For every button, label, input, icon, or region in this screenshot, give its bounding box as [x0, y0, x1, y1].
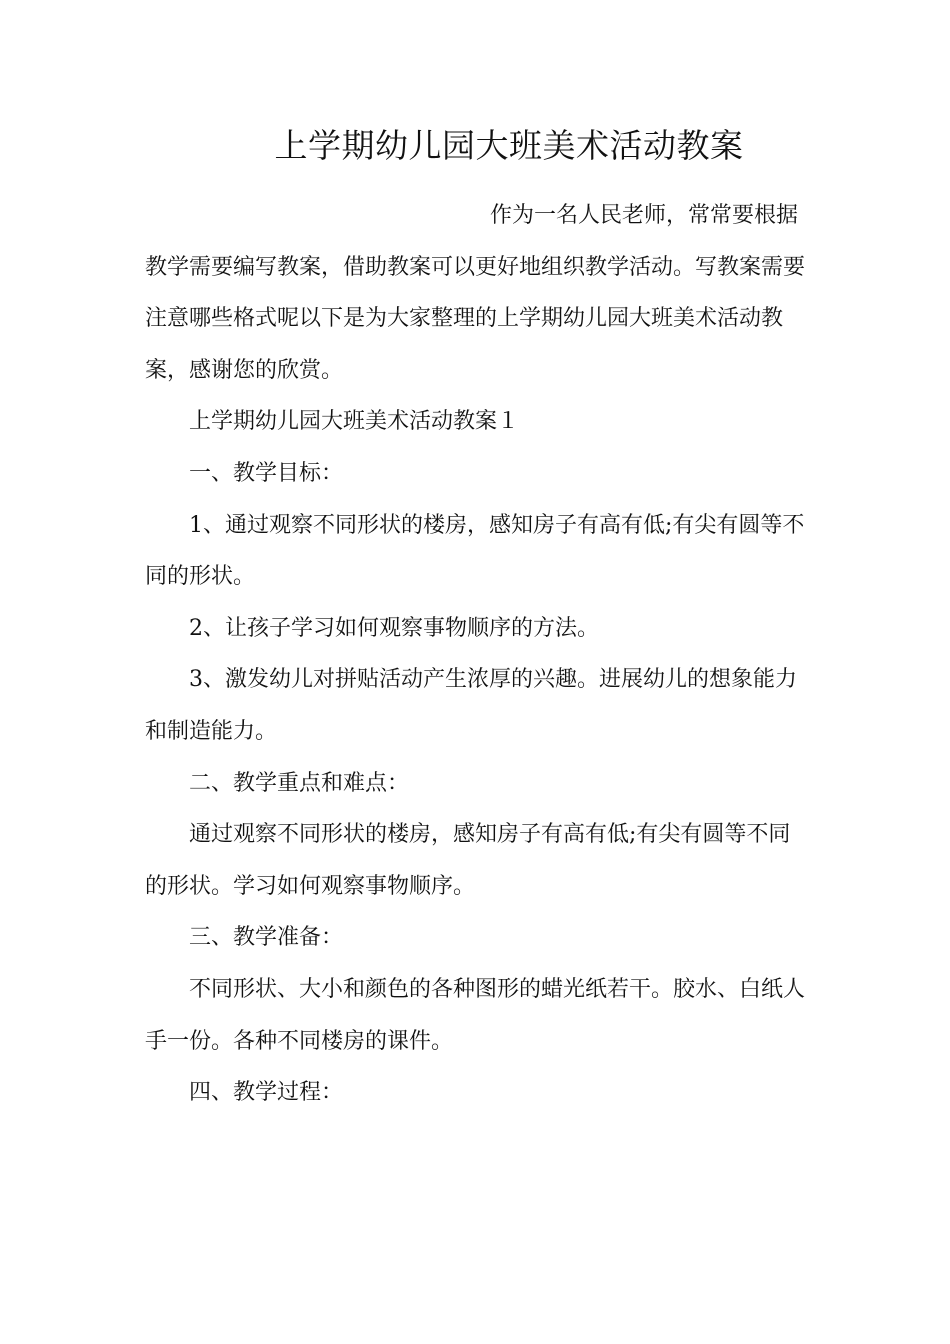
section-heading-objectives: 一、教学目标： [189, 460, 344, 486]
objective-item-3: 3、激发幼儿对拼贴活动产生浓厚的兴趣。进展幼儿的想象能力和制造能力。 [145, 667, 797, 744]
document-body [145, 190, 805, 1119]
section-heading-process: 四、教学过程： [189, 1080, 344, 1106]
key-points-paragraph: 通过观察不同形状的楼房，感知房子有高有低;有尖有圆等不同的形状。学习如何观察事物顺序。 [145, 822, 791, 899]
lesson-plan-heading: 上学期幼儿园大班美术活动教案１ [189, 409, 520, 435]
objective-item-1: 1、通过观察不同形状的楼房，感知房子有高有低;有尖有圆等不同的形状。 [145, 512, 805, 590]
objective-item-2: 2、让孩子学习如何观察事物顺序的方法。 [189, 615, 599, 641]
section-heading-key-points: 二、教学重点和难点： [189, 770, 410, 796]
section-heading-preparation: 三、教学准备： [189, 925, 344, 951]
preparation-paragraph: 不同形状、大小和颜色的各种图形的蜡光纸若干。胶水、白纸人手一份。各种不同楼房的课件。 [145, 976, 806, 1054]
intro-paragraph: 作为一名人民老师，常常要根据教学需要编写教案，借助教案可以更好地组织教学活动。写教案需要注意哪些格式呢以下是为大家整理的上学期幼儿园大班美术活动教案，感谢您的欣赏。 [145, 203, 806, 383]
document-title: 上学期幼儿园大班美术活动教案 [274, 126, 744, 165]
